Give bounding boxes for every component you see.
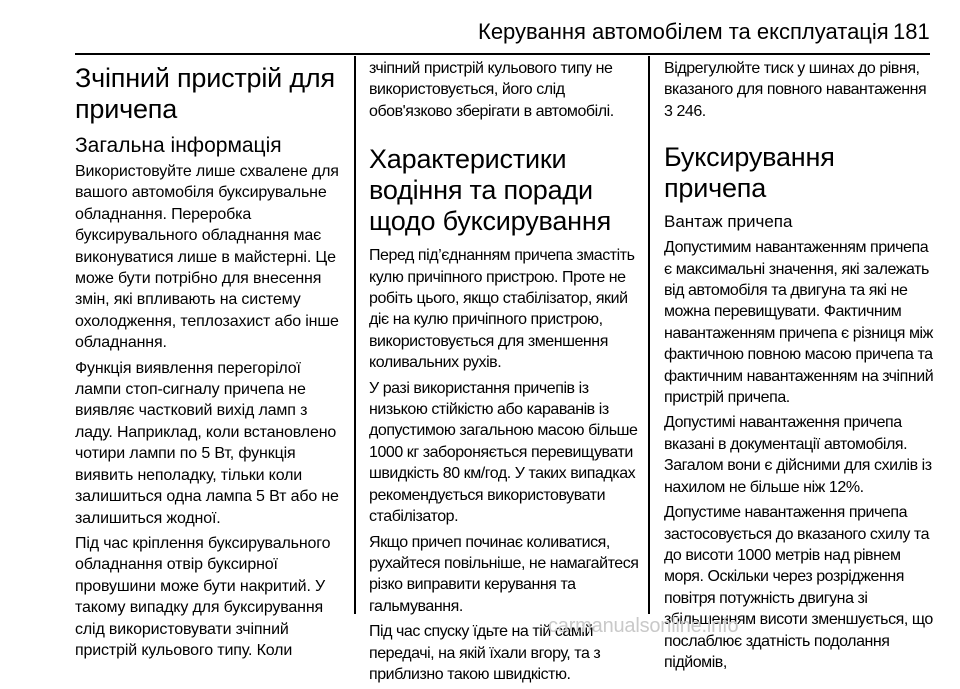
section-heading-trailer-hitch: Зчіпний пристрій для причепа: [75, 63, 335, 124]
paragraph: Якщо причеп починає коливатися, рухайтеся повільніше, не намагайтеся різко виправити керування та гальмування.: [369, 533, 639, 615]
paragraph: Перед під’єднанням причепа змастіть кулю причіпного пристрою. Проте не робіть цього, якщо стабілізатор, який діє на кулю причіпного пристрою, використовується для зменшення коливальних рухів.: [369, 247, 635, 372]
section-heading-trailer-towing: Буксирування причепа: [664, 142, 835, 204]
column-divider-1: [354, 56, 356, 614]
subheading-general-info: Загальна інформація: [75, 134, 282, 157]
column-divider-2: [648, 56, 650, 614]
header-divider: [75, 53, 930, 55]
paragraph: Допустиме навантаження причепа застосовується до вказаного схилу та до висоти 1000 метрів над рівнем моря. Оскільки через розрідження повітря потужність двигуна зі збільшенням висоти зменшується, що послаблює здатність подолання підйомів,: [664, 504, 933, 671]
column-2: [369, 58, 641, 689]
paragraph: У разі використання причепів із низькою стійкістю або караванів із допустимою загальною масою більше 1000 кг забороняється перевищувати швидкість 80 км/год. У таких випадках рекомендується використовувати стабілізатор.: [369, 379, 638, 526]
subheading-trailer-load: Вантаж причепа: [664, 212, 793, 232]
paragraph: Допустимим навантаженням причепа є максимальні значення, які залежать від автомобіля та двигуна та які не можна перевищувати. Фактичним навантаженням причепа є різниця між фактичною повною масою причепа та фактичним навантаженням на зчіпний пристрій причепа.: [664, 239, 934, 407]
running-header-title: Керування автомобілем та експлуатація: [478, 19, 889, 44]
paragraph: Під час кріплення буксирувального обладнання отвір буксирної провушини може бути накритий. У такому випадку для буксирування слід використовувати зчіпний пристрій кульового типу. Коли: [75, 534, 331, 659]
paragraph: Під час спуску їдьте на тій самій передачі, на якій їхали вгору, та з приблизно такою швидкістю.: [369, 623, 601, 683]
page-header: [0, 0, 960, 58]
paragraph: Відрегулюйте тиск у шинах до рівня, вказаного для повного навантаження 3 246.: [664, 60, 927, 120]
paragraph: Використовуйте лише схвалене для вашого автомобіля буксирувальне обладнання. Переробка буксирувального обладнання має виконуватися лише в майстерні. Це може бути потрібно для внесення змін, які впливають на систему охолодження, теплозахист або інше обладнання.: [75, 163, 339, 352]
column-1: [75, 58, 345, 665]
section-heading-driving-tips: Характеристики водіння та поради щодо буксирування: [369, 144, 611, 237]
column-3: [664, 58, 936, 677]
paragraph: Функція виявлення перегорілої лампи стоп-сигналу причепа не виявляє частковий вихід ламп з ладу. Наприклад, коли встановлено чотири лампи по 5 Вт, функція виявить неполадку, тільки коли залишиться одна лампа 5 Вт або не залишиться жодної.: [75, 359, 339, 527]
page-number: 181: [893, 19, 930, 44]
paragraph: зчіпний пристрій кульового типу не використовується, його слід обов'язково зберігати в автомобілі.: [369, 60, 614, 120]
paragraph: Допустимі навантаження причепа вказані в документації автомобіля. Загалом вони є дійсними для схилів із нахилом не більше ніж 12%.: [664, 414, 932, 496]
watermark: carmanualsonline.info: [548, 615, 739, 637]
